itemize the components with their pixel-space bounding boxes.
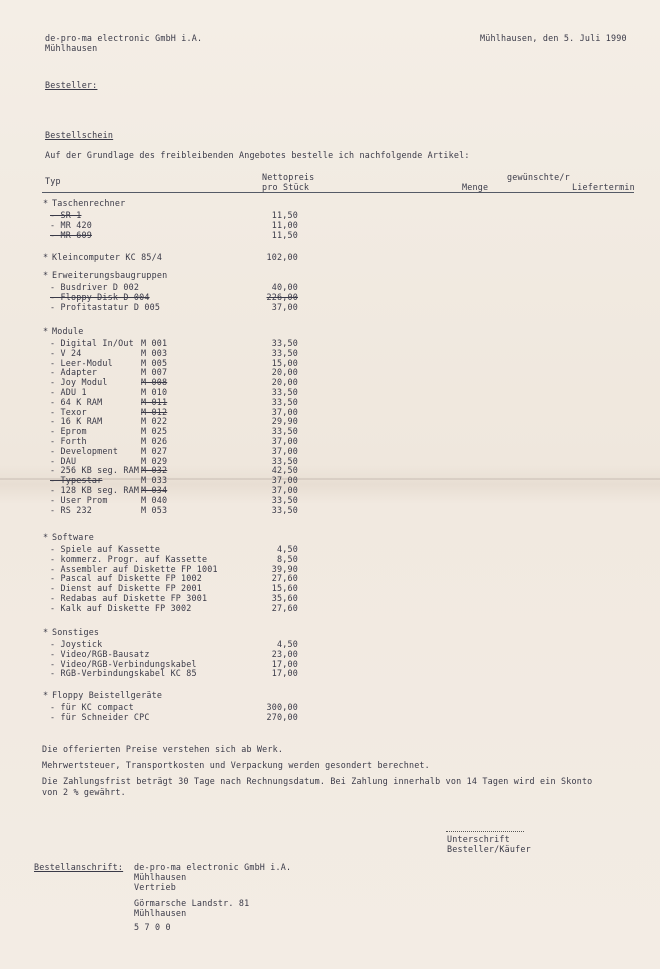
item-name: - Typestar — [50, 475, 103, 486]
place-date: Mühlhausen, den 5. Juli 1990 — [480, 33, 627, 43]
item-code: M 029 — [141, 455, 168, 466]
item-price: 8,50 — [277, 553, 298, 564]
item-name: - Assembler auf Diskette FP 1001 — [50, 563, 218, 574]
group-title: Module — [52, 326, 84, 336]
note-3: Die Zahlungsfrist beträgt 30 Tage nach Rechnungsdatum. Bei Zahlung innerhalb von 14 Tagen wird ein Skonto — [42, 776, 593, 786]
item-price: 33,50 — [271, 396, 298, 407]
item-name: - User Prom — [50, 494, 108, 505]
group-bullet: * — [43, 690, 49, 700]
item-price: 33,50 — [271, 426, 298, 437]
item-name: - 256 KB seg. RAM — [50, 465, 140, 476]
item-price: 15,00 — [271, 357, 298, 368]
group-title: Kleincomputer KC 85/4 — [52, 252, 163, 262]
item-price: 11,50 — [271, 210, 298, 220]
item-price: 42,50 — [271, 465, 298, 476]
item-name: - 64 K RAM — [50, 396, 103, 407]
form-title: Bestellschein — [45, 130, 114, 140]
intro-text: Auf der Grundlage des freibleibenden Angebotes bestelle ich nachfolgende Artikel: — [45, 150, 470, 160]
signature-line — [446, 831, 524, 832]
item-code: M 011 — [141, 396, 168, 407]
item-price: 20,00 — [271, 367, 298, 378]
item-price: 20,00 — [271, 377, 298, 388]
item-name: - MR 420 — [50, 219, 92, 230]
item-price: 37,00 — [271, 485, 298, 495]
item-price: 17,00 — [271, 658, 298, 669]
item-name: - Eprom — [50, 426, 87, 437]
item-name: - für KC compact — [50, 702, 134, 712]
header-rule — [42, 192, 634, 193]
item-price: 300,00 — [266, 702, 298, 712]
group-title: Erweiterungsbaugruppen — [52, 270, 168, 280]
item-price: 23,00 — [271, 648, 298, 659]
address-line-5: Mühlhausen — [134, 908, 187, 918]
address-line-1: de-pro-ma electronic GmbH i.A. — [134, 862, 292, 872]
item-name: - Leer-Modul — [50, 357, 113, 368]
item-price: 37,00 — [271, 301, 298, 312]
item-price: 11,00 — [271, 219, 298, 230]
item-price: 37,00 — [271, 436, 298, 446]
item-name: - SR 1 — [50, 210, 82, 220]
item-price: 37,00 — [271, 475, 298, 486]
item-name: - Profitastatur D 005 — [50, 301, 161, 312]
item-name: - Adapter — [50, 367, 98, 378]
item-name: - Kalk auf Diskette FP 3002 — [50, 602, 192, 613]
item-code: M 005 — [141, 357, 168, 368]
item-code: M 025 — [141, 426, 168, 437]
item-price: 11,50 — [271, 229, 298, 240]
item-code: M 053 — [141, 504, 168, 515]
item-price: 17,00 — [271, 668, 298, 679]
item-name: - DAU — [50, 455, 77, 466]
group-title: Taschenrechner — [52, 198, 126, 208]
item-price: 33,50 — [271, 338, 298, 348]
item-name: - Busdriver D 002 — [50, 282, 140, 292]
item-name: - Dienst auf Diskette FP 2001 — [50, 583, 203, 594]
item-price: 226,00 — [266, 291, 298, 302]
item-price: 37,00 — [271, 445, 298, 456]
col-wunsch: gewünschte/r — [507, 172, 570, 182]
item-code: M 034 — [141, 485, 168, 495]
item-name: - Joy Modul — [50, 377, 108, 388]
item-name: - Pascal auf Diskette FP 1002 — [50, 573, 203, 584]
item-name: - kommerz. Progr. auf Kassette — [50, 553, 208, 564]
address-line-4: Görmarsche Landstr. 81 — [134, 898, 250, 908]
signature-label-2: Besteller/Käufer — [447, 844, 531, 854]
item-name: - ADU 1 — [50, 387, 87, 397]
item-name: - Video/RGB-Bausatz — [50, 648, 150, 659]
item-price: 40,00 — [271, 282, 298, 292]
item-price: 4,50 — [277, 639, 298, 649]
item-name: - Development — [50, 445, 119, 456]
note-2: Mehrwertsteuer, Transportkosten und Verpackung werden gesondert berechnet. — [42, 760, 430, 770]
item-name: - RS 232 — [50, 504, 92, 515]
item-name: - Redabas auf Diskette FP 3001 — [50, 593, 208, 603]
item-price: 33,50 — [271, 494, 298, 505]
item-price: 37,00 — [271, 406, 298, 417]
item-name: - 128 KB seg. RAM — [50, 485, 140, 495]
group-bullet: * — [43, 532, 49, 542]
address-line-6: 5 7 0 0 — [134, 922, 171, 932]
item-name: - RGB-Verbindungskabel KC 85 — [50, 668, 197, 679]
item-code: M 003 — [141, 347, 168, 358]
item-name: - Forth — [50, 436, 87, 446]
item-code: M 040 — [141, 494, 168, 505]
address-label: Bestellanschrift: — [34, 862, 124, 872]
company-name: de-pro-ma electronic GmbH i.A. — [45, 33, 203, 43]
item-name: - für Schneider CPC — [50, 711, 150, 722]
item-name: - MR 609 — [50, 229, 92, 240]
item-code: M 012 — [141, 406, 168, 417]
item-name: - Spiele auf Kassette — [50, 544, 161, 554]
col-menge: Menge — [462, 182, 489, 192]
item-name: - 16 K RAM — [50, 416, 103, 427]
item-code: M 001 — [141, 338, 168, 348]
item-price: 33,50 — [271, 504, 298, 515]
address-line-3: Vertrieb — [134, 882, 176, 892]
group-bullet: * — [43, 627, 49, 637]
item-price: 35,60 — [271, 593, 298, 603]
note-4: von 2 % gewährt. — [42, 787, 126, 797]
group-bullet: * — [43, 198, 49, 208]
group-bullet: * — [43, 326, 49, 336]
item-price: 27,60 — [271, 602, 298, 613]
item-name: - Digital In/Out — [50, 338, 134, 348]
item-price: 33,50 — [271, 455, 298, 466]
col-price-1: Nettopreis — [262, 172, 315, 182]
item-code: M 007 — [141, 367, 168, 378]
item-code: M 026 — [141, 436, 168, 446]
item-name: - Video/RGB-Verbindungskabel — [50, 658, 197, 669]
item-code: M 032 — [141, 465, 168, 476]
group-bullet: * — [43, 270, 49, 280]
group-title: Floppy Beistellgeräte — [52, 690, 163, 700]
item-price: 33,50 — [271, 347, 298, 358]
company-city: Mühlhausen — [45, 43, 98, 53]
item-price: 39,90 — [271, 563, 298, 574]
item-price: 33,50 — [271, 387, 298, 397]
address-line-2: Mühlhausen — [134, 872, 187, 882]
item-code: M 010 — [141, 387, 168, 397]
item-price: 27,60 — [271, 573, 298, 584]
col-typ: Typ — [45, 176, 61, 186]
signature-label-1: Unterschrift — [447, 834, 510, 844]
besteller-label: Besteller: — [45, 80, 98, 90]
item-code: M 022 — [141, 416, 168, 427]
item-price: 15,60 — [271, 583, 298, 594]
group-bullet: * — [43, 252, 49, 262]
item-price: 29,90 — [271, 416, 298, 427]
item-price: 270,00 — [266, 711, 298, 722]
group-title: Sonstiges — [52, 627, 100, 637]
col-price-2: pro Stück — [262, 182, 310, 192]
item-code: M 008 — [141, 377, 168, 388]
group-price: 102,00 — [266, 252, 298, 262]
col-liefer: Liefertermin — [572, 182, 635, 192]
item-name: - Joystick — [50, 639, 103, 649]
item-name: - V 24 — [50, 347, 82, 358]
item-code: M 027 — [141, 445, 168, 456]
item-name: - Floppy Disk D 004 — [50, 291, 150, 302]
item-price: 4,50 — [277, 544, 298, 554]
item-name: - Texor — [50, 406, 87, 417]
note-1: Die offerierten Preise verstehen sich ab Werk. — [42, 744, 284, 754]
group-title: Software — [52, 532, 94, 542]
item-code: M 033 — [141, 475, 168, 486]
